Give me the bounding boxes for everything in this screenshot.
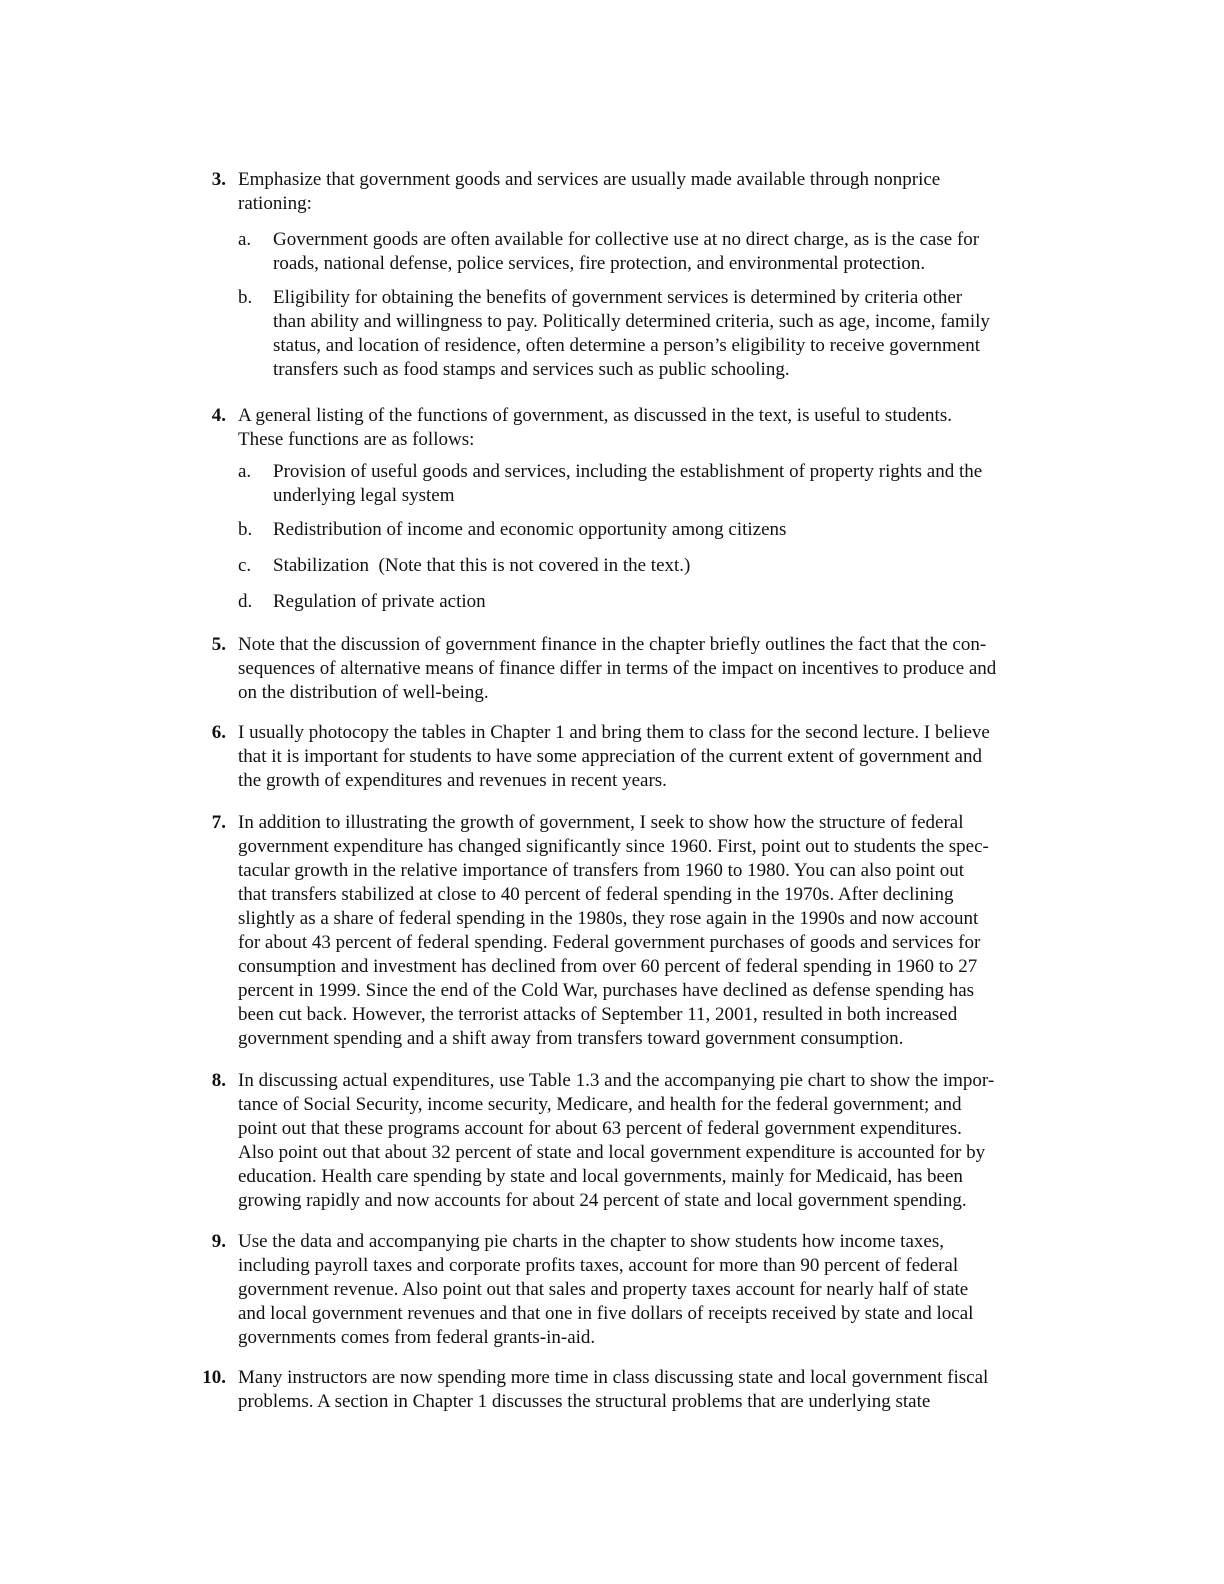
- sub-item-label: a.: [238, 461, 252, 482]
- text-line: and local government revenues and that one in five dollars of receipts received by state and local: [238, 1303, 974, 1324]
- text-line: Many instructors are now spending more time in class discussing state and local government fiscal: [238, 1367, 989, 1388]
- text-line: the growth of expenditures and revenues in recent years.: [238, 770, 667, 791]
- text-line: Emphasize that government goods and services are usually made available through nonprice: [238, 169, 941, 190]
- text-line: Eligibility for obtaining the benefits of government services is determined by criteria other: [273, 287, 963, 308]
- text-line: tacular growth in the relative importance of transfers from 1960 to 1980. You can also point out: [238, 860, 965, 881]
- text-line: that it is important for students to have some appreciation of the current extent of government and: [238, 746, 982, 767]
- text-line: slightly as a share of federal spending in the 1980s, they rose again in the 1990s and now account: [238, 908, 979, 929]
- text-line: governments comes from federal grants-in-aid.: [238, 1327, 596, 1348]
- sub-item-label: c.: [238, 555, 252, 576]
- text-line: government revenue. Also point out that sales and property taxes account for nearly half of state: [238, 1279, 969, 1300]
- text-line: In addition to illustrating the growth of government, I seek to show how the structure of federal: [238, 812, 964, 833]
- text-line: consumption and investment has declined from over 60 percent of federal spending in 1960 to 27: [238, 956, 978, 977]
- item-number: 5.: [211, 634, 226, 655]
- sub-item-label: b.: [238, 287, 253, 308]
- text-line: Stabilization (Note that this is not covered in the text.): [273, 555, 691, 576]
- sub-item-label: b.: [238, 519, 253, 540]
- text-line: Use the data and accompanying pie charts in the chapter to show students how income taxes,: [238, 1231, 944, 1252]
- text-line: A general listing of the functions of government, as discussed in the text, is useful to students.: [238, 405, 952, 426]
- text-line: including payroll taxes and corporate profits taxes, account for more than 90 percent of federal: [238, 1255, 959, 1276]
- text-line: Also point out that about 32 percent of state and local government expenditure is accounted for by: [238, 1142, 986, 1163]
- text-line: I usually photocopy the tables in Chapter 1 and bring them to class for the second lecture. I believe: [238, 722, 990, 743]
- item-text: [238, 811, 1068, 1051]
- item-text: [238, 721, 1068, 793]
- text-line: that transfers stabilized at close to 40 percent of federal spending in the 1970s. After declining: [238, 884, 954, 905]
- text-line: status, and location of residence, often determine a person’s eligibility to receive government: [273, 335, 980, 356]
- sub-item-text: [273, 518, 1073, 542]
- text-line: Note that the discussion of government finance in the chapter briefly outlines the fact that the con-: [238, 634, 987, 655]
- item-text: [238, 633, 1068, 705]
- text-line: Regulation of private action: [273, 591, 486, 612]
- text-line: been cut back. However, the terrorist attacks of September 11, 2001, resulted in both increased: [238, 1004, 958, 1025]
- text-line: In discussing actual expenditures, use Table 1.3 and the accompanying pie chart to show the impor-: [238, 1070, 995, 1091]
- sub-item-text: [273, 228, 1073, 276]
- text-line: on the distribution of well-being.: [238, 682, 489, 703]
- item-number: 3.: [211, 169, 226, 190]
- text-line: transfers such as food stamps and services such as public schooling.: [273, 359, 790, 380]
- item-text: [238, 1230, 1068, 1350]
- item-number: 4.: [211, 405, 226, 426]
- sub-item-text: [273, 460, 1073, 508]
- item-text: [238, 168, 1068, 216]
- text-line: growing rapidly and now accounts for about 24 percent of state and local government spending.: [238, 1190, 967, 1211]
- sub-item-text: [273, 286, 1073, 382]
- text-line: rationing:: [238, 193, 312, 214]
- text-line: Government goods are often available for collective use at no direct charge, as is the case for: [273, 229, 980, 250]
- text-line: Redistribution of income and economic opportunity among citizens: [273, 519, 787, 540]
- text-line: education. Health care spending by state and local governments, mainly for Medicaid, has been: [238, 1166, 963, 1187]
- item-text: [238, 404, 1068, 452]
- text-line: Provision of useful goods and services, including the establishment of property rights and the: [273, 461, 983, 482]
- text-line: roads, national defense, police services, fire protection, and environmental protection.: [273, 253, 926, 274]
- text-line: government expenditure has changed significantly since 1960. First, point out to students the spec-: [238, 836, 989, 857]
- item-number: 10.: [202, 1367, 226, 1388]
- sub-item-text: [273, 554, 1073, 578]
- item-number: 9.: [211, 1231, 226, 1252]
- item-number: 6.: [211, 722, 226, 743]
- item-text: [238, 1366, 1068, 1414]
- text-line: point out that these programs account for about 63 percent of federal government expenditures.: [238, 1118, 962, 1139]
- text-line: These functions are as follows:: [238, 429, 475, 450]
- text-line: problems. A section in Chapter 1 discusses the structural problems that are underlying state: [238, 1391, 931, 1412]
- text-line: sequences of alternative means of finance differ in terms of the impact on incentives to produce and: [238, 658, 997, 679]
- item-text: [238, 1069, 1068, 1213]
- item-number: 7.: [211, 812, 226, 833]
- text-line: tance of Social Security, income security, Medicare, and health for the federal government; and: [238, 1094, 962, 1115]
- text-line: for about 43 percent of federal spending. Federal government purchases of goods and services for: [238, 932, 981, 953]
- text-line: underlying legal system: [273, 485, 455, 506]
- sub-item-label: d.: [238, 591, 253, 612]
- item-number: 8.: [211, 1070, 226, 1091]
- sub-item-label: a.: [238, 229, 252, 250]
- text-line: government spending and a shift away from transfers toward government consumption.: [238, 1028, 904, 1049]
- text-line: than ability and willingness to pay. Politically determined criteria, such as age, income, family: [273, 311, 990, 332]
- text-line: percent in 1999. Since the end of the Cold War, purchases have declined as defense spending has: [238, 980, 975, 1001]
- sub-item-text: [273, 590, 1073, 614]
